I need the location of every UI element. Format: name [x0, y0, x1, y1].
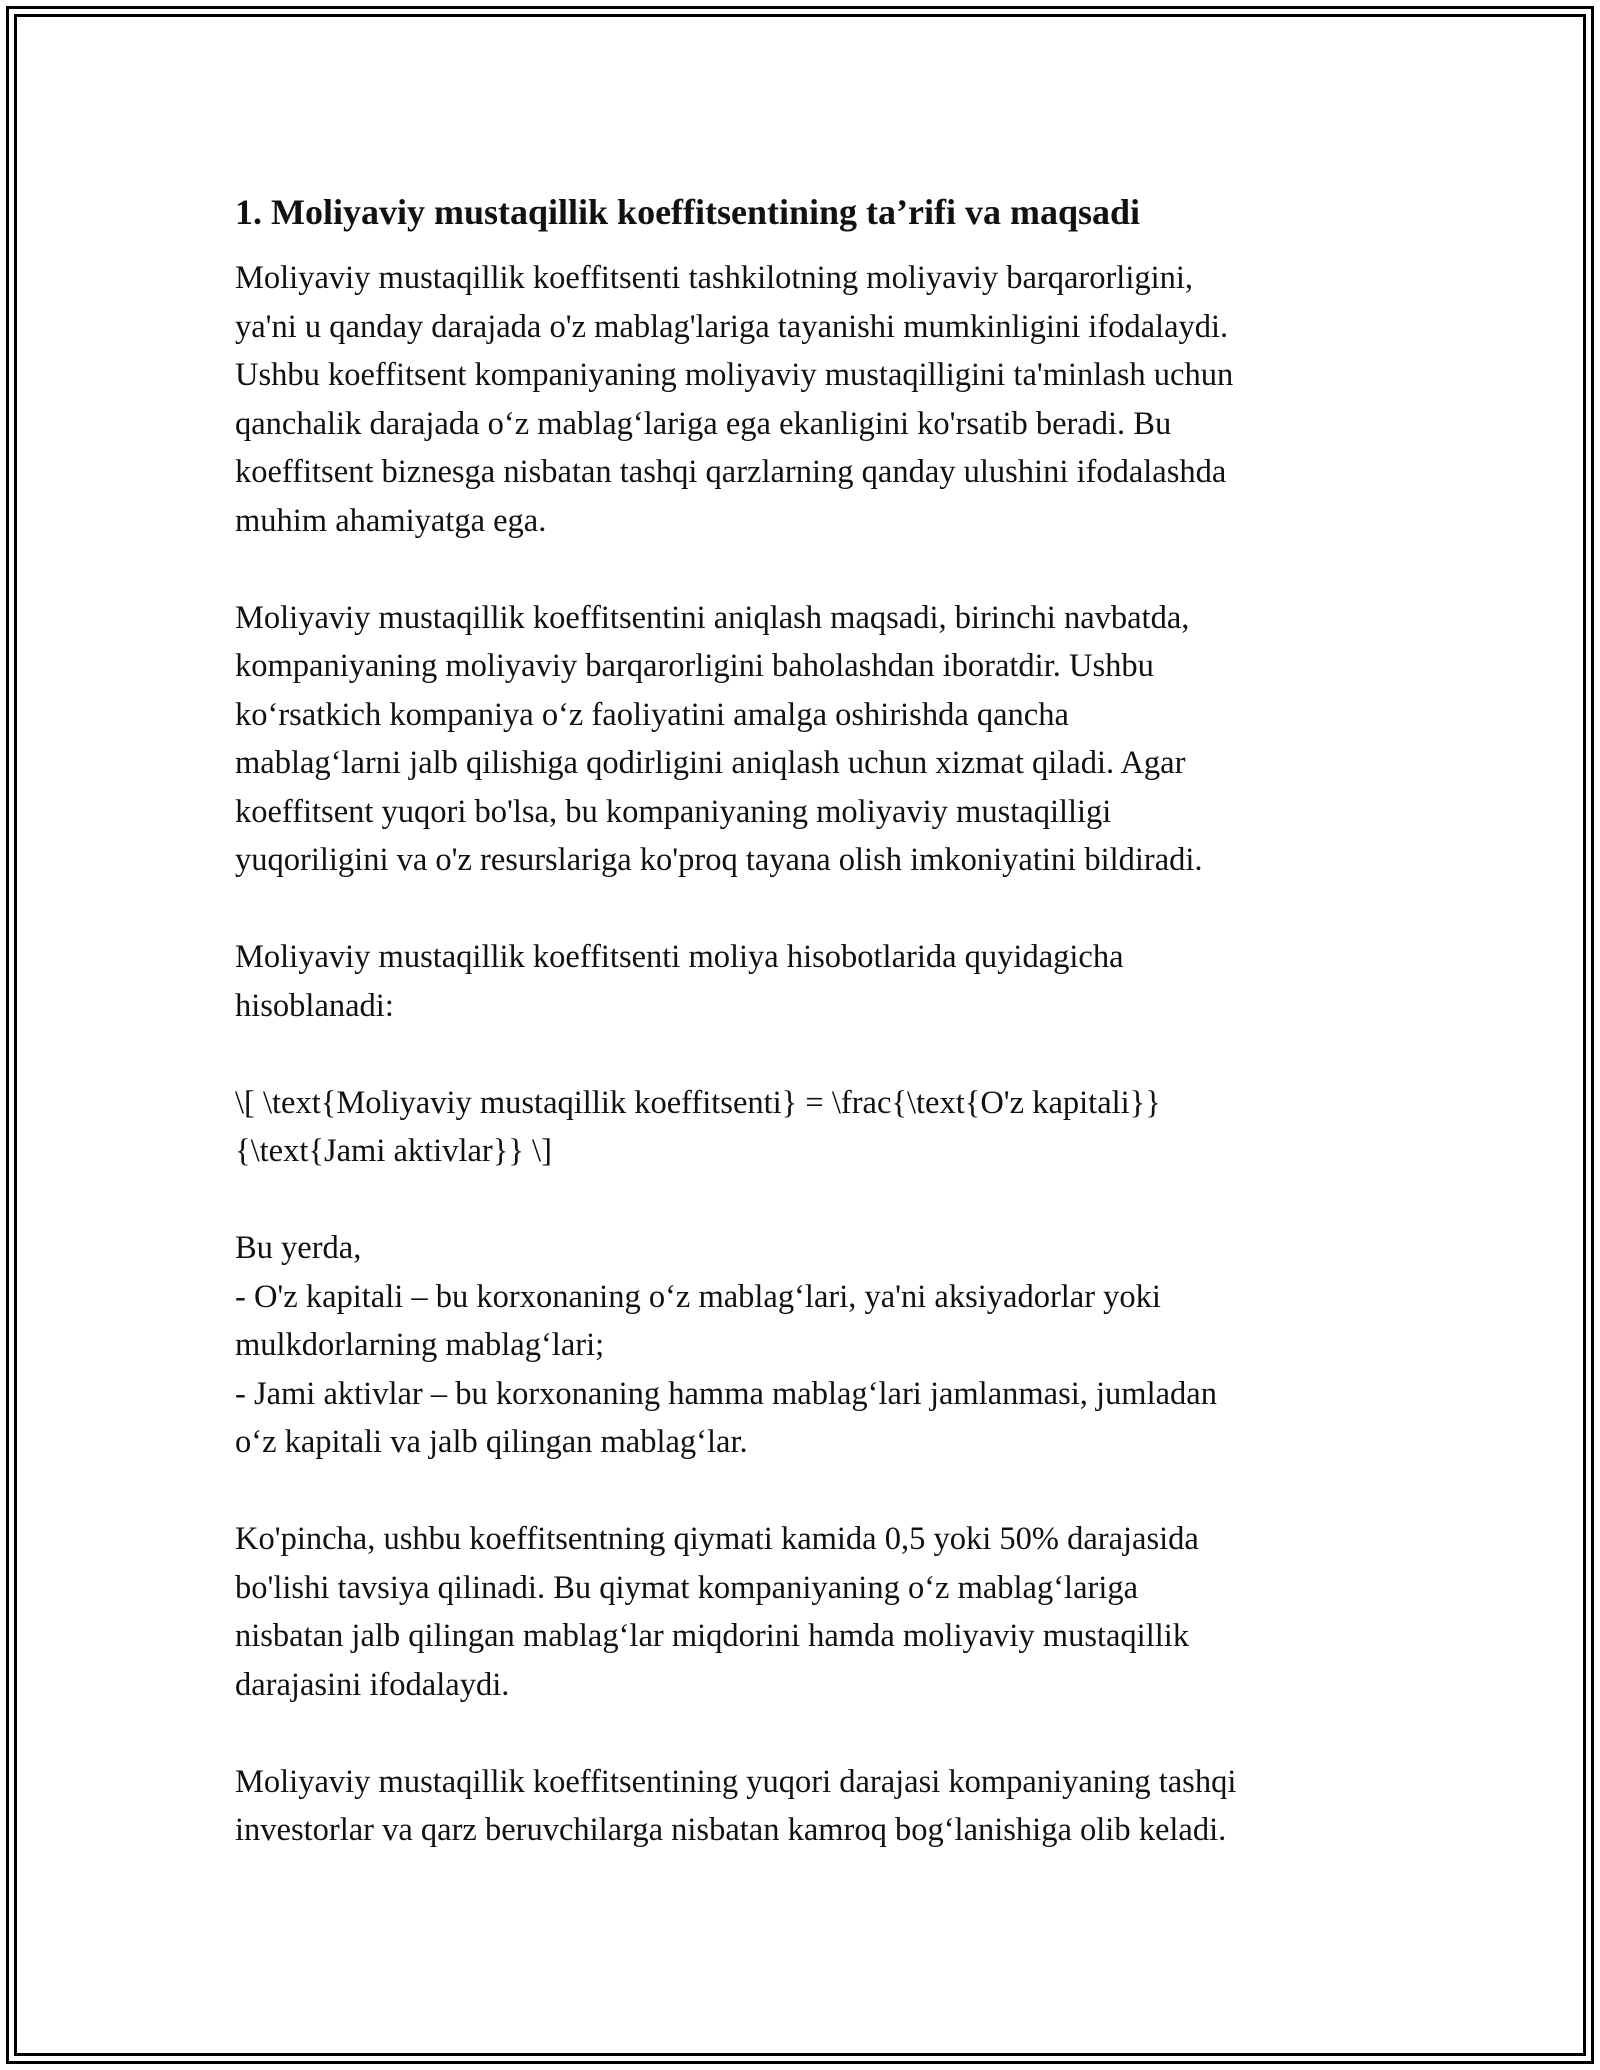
paragraph-definitions-list: Bu yerda, - O'z kapitali – bu korxonaning o‘z mablag‘lari, ya'ni aksiyadorlar yoki mulkdorlarning mablag‘lari; - Jami aktivlar – bu korxonaning hamma mablag‘lari jamlanmasi, jumladan o‘z kapitali va jalb qilingan mablag‘lar.: [235, 1230, 1217, 1460]
section-heading: 1. Moliyaviy mustaqillik koeffitsentining ta’rifi va maqsadi: [235, 192, 1141, 232]
paragraph-conclusion: Moliyaviy mustaqillik koeffitsentining yuqori darajasi kompaniyaning tashqi investorlar va qarz beruvchilarga nisbatan kamroq bog‘lanishiga olib keladi.: [235, 1763, 1237, 1848]
paragraph-calculation-intro: Moliyaviy mustaqillik koeffitsenti moliya hisobotlarida quyidagicha hisoblanadi:: [235, 939, 1124, 1024]
document-body: [235, 186, 1385, 1903]
formula-text: \[ \text{Moliyaviy mustaqillik koeffitsenti} = \frac{\text{O'z kapitali}} {\text{Jami aktivlar}} \]: [235, 1084, 1161, 1169]
paragraph-definition: Moliyaviy mustaqillik koeffitsenti tashkilotning moliyaviy barqarorligini, ya'ni u qanday darajada o'z mablag'lariga tayanishi mumkinligini ifodalaydi. Ushbu koeffitsent kompaniyaning moliyaviy mustaqilligini ta'minlash uchun qanchalik darajada o‘z mablag‘lariga ega ekanligini ko'rsatib beradi. Bu koeffitsent biznesga nisbatan tashqi qarzlarning qanday ulushini ifodalashda muhim ahamiyatga ega.: [235, 260, 1234, 539]
paragraph-recommended-value: Ko'pincha, ushbu koeffitsentning qiymati kamida 0,5 yoki 50% darajasida bo'lishi tavsiya qilinadi. Bu qiymat kompaniyaning o‘z mablag‘lariga nisbatan jalb qilingan mablag‘lar miqdorini hamda moliyaviy mustaqillik darajasini ifodalaydi.: [235, 1521, 1199, 1703]
paragraph-purpose: Moliyaviy mustaqillik koeffitsentini aniqlash maqsadi, birinchi navbatda, kompaniyaning moliyaviy barqarorligini baholashdan iboratdir. Ushbu ko‘rsatkich kompaniya o‘z faoliyatini amalga oshirishda qancha mablag‘larni jalb qilishiga qodirligini aniqlash uchun xizmat qiladi. Agar koeffitsent yuqori bo'lsa, bu kompaniyaning moliyaviy mustaqilligi yuqoriligini va o'z resurslariga ko'proq tayana olish imkoniyatini bildiradi.: [235, 599, 1203, 878]
